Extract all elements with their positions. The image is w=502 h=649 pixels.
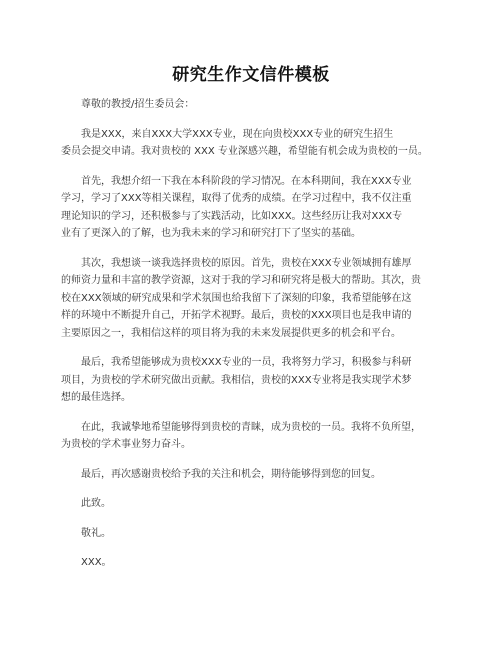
paragraph-5 (61, 419, 445, 454)
paragraph-line: 最后，再次感谢贵校给予我的关注和机会，期待能够得到您的回复。 (81, 468, 381, 480)
closing-text: 此致。 (81, 498, 111, 509)
paragraph-line: 为贵校的学术事业努力奋斗。 (61, 439, 191, 450)
paragraph-line: 理论知识的学习，还积极参与了实践活动，比如XXX。这些经历让我对XXX专 (61, 210, 403, 222)
paragraph-line: 样的环境中不断提升自己，开拓学术视野。最后，贵校的XXX项目也是我申请的 (61, 310, 412, 321)
closing-2 (61, 525, 445, 543)
signature (61, 554, 445, 572)
paragraph-line: 想的最佳选择。 (61, 392, 131, 403)
paragraph-line: 业有了更深入的了解，也为我未来的学习和研究打下了坚实的基础。 (61, 228, 361, 239)
paragraph-6 (61, 466, 445, 484)
paragraph-2 (61, 173, 445, 243)
paragraph-4 (61, 354, 445, 407)
paragraph-line: 其次，我想谈一谈我选择贵校的原因。首先，贵校在XXX专业领域拥有雄厚 (81, 257, 412, 269)
paragraph-line: 学习，学习了XXX等相关课程，取得了优秀的成绩。在学习过程中，我不仅注重 (61, 193, 412, 204)
paragraph-1 (61, 126, 445, 161)
document-title: 研究生作文信件模板 (172, 65, 330, 85)
paragraph-line: 我是XXX，来自XXX大学XXX专业，现在向贵校XXX专业的研究生招生 (81, 128, 394, 140)
closing-1 (61, 495, 445, 513)
paragraph-line: 主要原因之一，我相信这样的项目将为我的未来发展提供更多的机会和平台。 (61, 327, 401, 339)
paragraph-line: 最后，我希望能够成为贵校XXX专业的一员，我将努力学习，积极参与科研 (81, 357, 412, 368)
salutation (61, 96, 445, 114)
closing-text: 敬礼。 (81, 527, 111, 539)
signature-text: XXX。 (81, 557, 112, 568)
paragraph-line: 项目，为贵校的学术研究做出贡献。我相信，贵校的XXX专业将是我实现学术梦 (61, 374, 412, 386)
paragraph-line: 在此，我诚挚地希望能够得到贵校的青睐，成为贵校的一员。我将不负所望， (81, 421, 421, 433)
paragraph-3 (61, 255, 445, 343)
paragraph-line: 首先，我想介绍一下我在本科阶段的学习情况。在本科期间，我在XXX专业 (81, 175, 412, 187)
paragraph-line: 的师资力量和丰富的教学资源，这对于我的学习和研究将是极大的帮助。其次，贵 (61, 275, 421, 286)
paragraph-line: 校在XXX领域的研究成果和学术氛围也给我留下了深刻的印象，我希望能够在这 (61, 292, 412, 304)
salutation-text: 尊敬的教授/招生委员会： (81, 99, 195, 110)
letter-body (61, 96, 445, 584)
paragraph-line: 委员会提交申请。我对贵校的 XXX 专业深感兴趣，希望能有机会成为贵校的一员。 (61, 146, 428, 157)
